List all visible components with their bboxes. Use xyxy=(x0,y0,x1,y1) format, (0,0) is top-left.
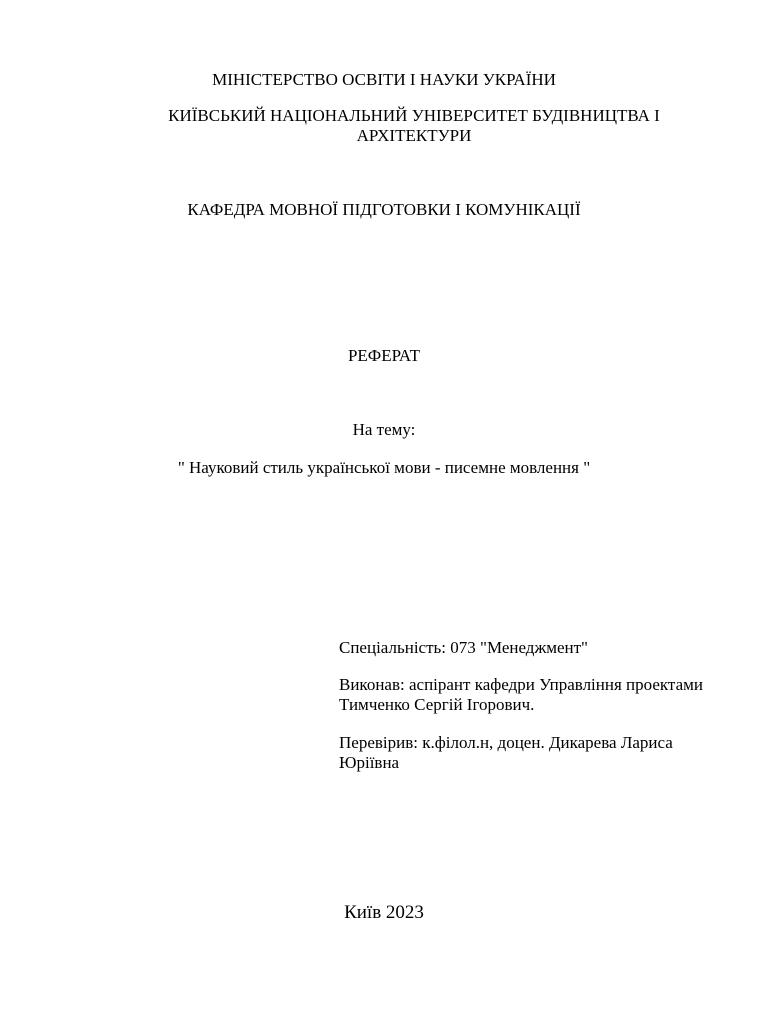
department-heading: КАФЕДРА МОВНОЇ ПІДГОТОВКИ І КОМУНІКАЦІЇ xyxy=(187,200,581,219)
ministry-heading: МІНІСТЕРСТВО ОСВІТИ І НАУКИ УКРАЇНИ xyxy=(212,70,556,89)
city-year: Київ 2023 xyxy=(344,902,424,923)
topic-title: " Науковий стиль української мови - писемне мовлення " xyxy=(177,458,591,477)
document-type: РЕФЕРАТ xyxy=(347,346,421,365)
specialty-line: Спеціальність: 073 "Менеджмент" xyxy=(339,638,588,657)
performed-by: Виконав: аспірант кафедри Управління проектами Тимченко Сергій Ігорович. xyxy=(339,675,703,714)
checked-by: Перевірив: к.філол.н, доцен. Дикарева Лариса Юріївна xyxy=(339,733,673,772)
university-heading: КИЇВСЬКИЙ НАЦІОНАЛЬНИЙ УНІВЕРСИТЕТ БУДІВНИЦТВА І АРХІТЕКТУРИ xyxy=(168,106,660,145)
topic-label: На тему: xyxy=(352,420,416,439)
